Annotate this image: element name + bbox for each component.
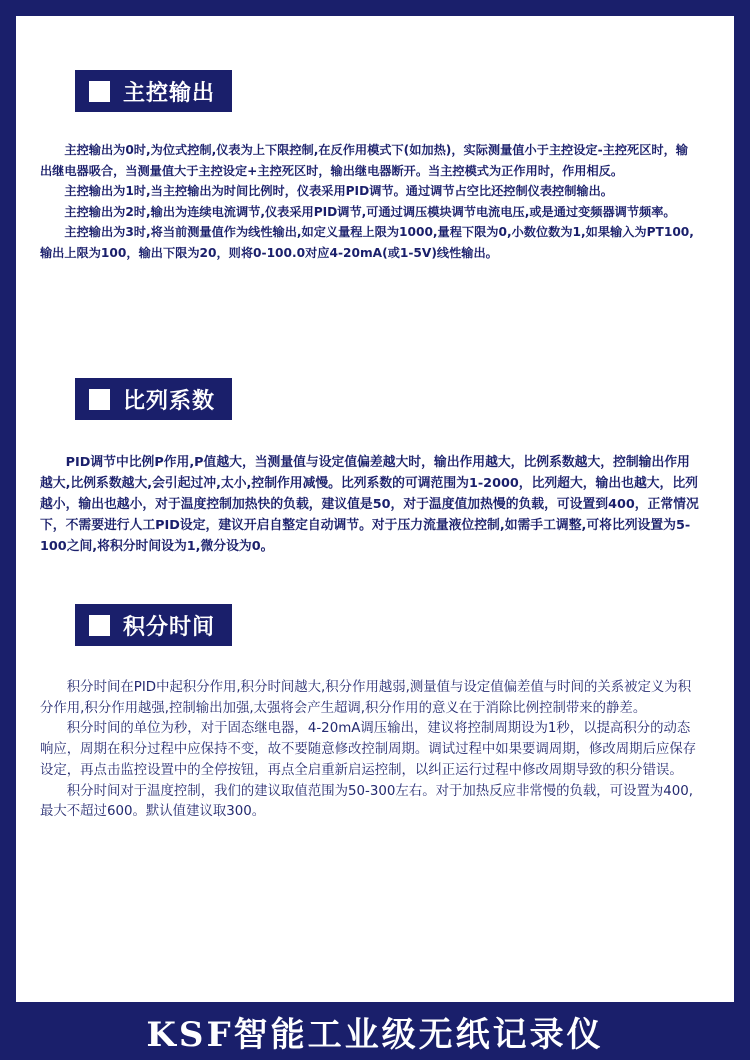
section-heading-main-output	[75, 70, 232, 112]
section-heading-integral-time	[75, 604, 232, 646]
section-heading-proportional	[75, 378, 232, 420]
square-bullet-icon	[89, 389, 110, 410]
paragraph: 主控输出为2时,输出为连续电流调节,仪表采用PID调节,可通过调压模块调节电流电压,或是通过变频器调节频率。	[64, 204, 676, 219]
paragraph: 主控输出为0时,为位式控制,仪表为上下限控制,在反作用模式下(如加热)，实际测量值小于主控设定-主控死区时，输出继电器吸合，当测量值大于主控设定+主控死区时，输出继电器断开。当主控模式为正作用时，作用相反。	[40, 143, 688, 178]
section-body-main-output	[40, 140, 700, 263]
section-body-integral-time	[40, 678, 700, 823]
footer-product-title: KSF智能工业级无纸记录仪	[146, 1014, 604, 1055]
square-bullet-icon	[89, 615, 110, 636]
paragraph: 主控输出为3时,将当前测量值作为线性输出,如定义量程上限为1000,量程下限为0,小数位数为1,如果输入为PT100,输出上限为100，输出下限为20，则将0-100.0对应4-20mA(或1-5V)线性输出。	[40, 225, 694, 260]
paragraph: 积分时间在PID中起积分作用,积分时间越大,积分作用越弱,测量值与设定值偏差值与时间的关系被定义为积分作用,积分作用越强,控制输出加强,太强将会产生超调,积分作用的意义在于消除比例控制带来的静差。	[40, 680, 692, 716]
section-title: 主控输出	[123, 80, 216, 106]
section-title: 积分时间	[123, 614, 216, 640]
paragraph: 主控输出为1时,当主控输出为时间比例时，仪表采用PID调节。通过调节占空比还控制仪表控制输出。	[64, 184, 613, 198]
paragraph: 积分时间对于温度控制，我们的建议取值范围为50-300左右。对于加热反应非常慢的负载，可设置为400,最大不超过600。默认值建议取300。	[40, 783, 694, 820]
section-title: 比列系数	[123, 388, 216, 414]
section-body-proportional	[40, 452, 700, 557]
square-bullet-icon	[89, 81, 110, 102]
paragraph: PID调节中比例P作用,P值越大，当测量值与设定值偏差越大时，输出作用越大，比例系数越大，控制输出作用越大,比例系数越大,会引起过冲,太小,控制作用减慢。比列系数的可调范围为1-2000，比列超大，输出也越大，比列越小，输出也越小，对于温度控制加热快的负载，建议值是50，对于温度值加热慢的负载，可设置到400，正常情况下，不需要进行人工PID设定，建议开启自整定自动调节。对于压力流量液位控制,如需手工调整,可将比列设置为5-100之间,将积分时间设为1,微分设为0。	[40, 455, 699, 554]
paragraph: 积分时间的单位为秒，对于固态继电器，4-20mA调压输出，建议将控制周期设为1秒，以提高积分的动态响应，周期在积分过程中应保持不变，故不要随意修改控制周期。调试过程中如果要调周期，修改周期后应保存设定，再点击监控设置中的全停按钮，再点全启重新启运控制，以纠正运行过程中修改周期导致的积分错误。	[40, 721, 697, 778]
